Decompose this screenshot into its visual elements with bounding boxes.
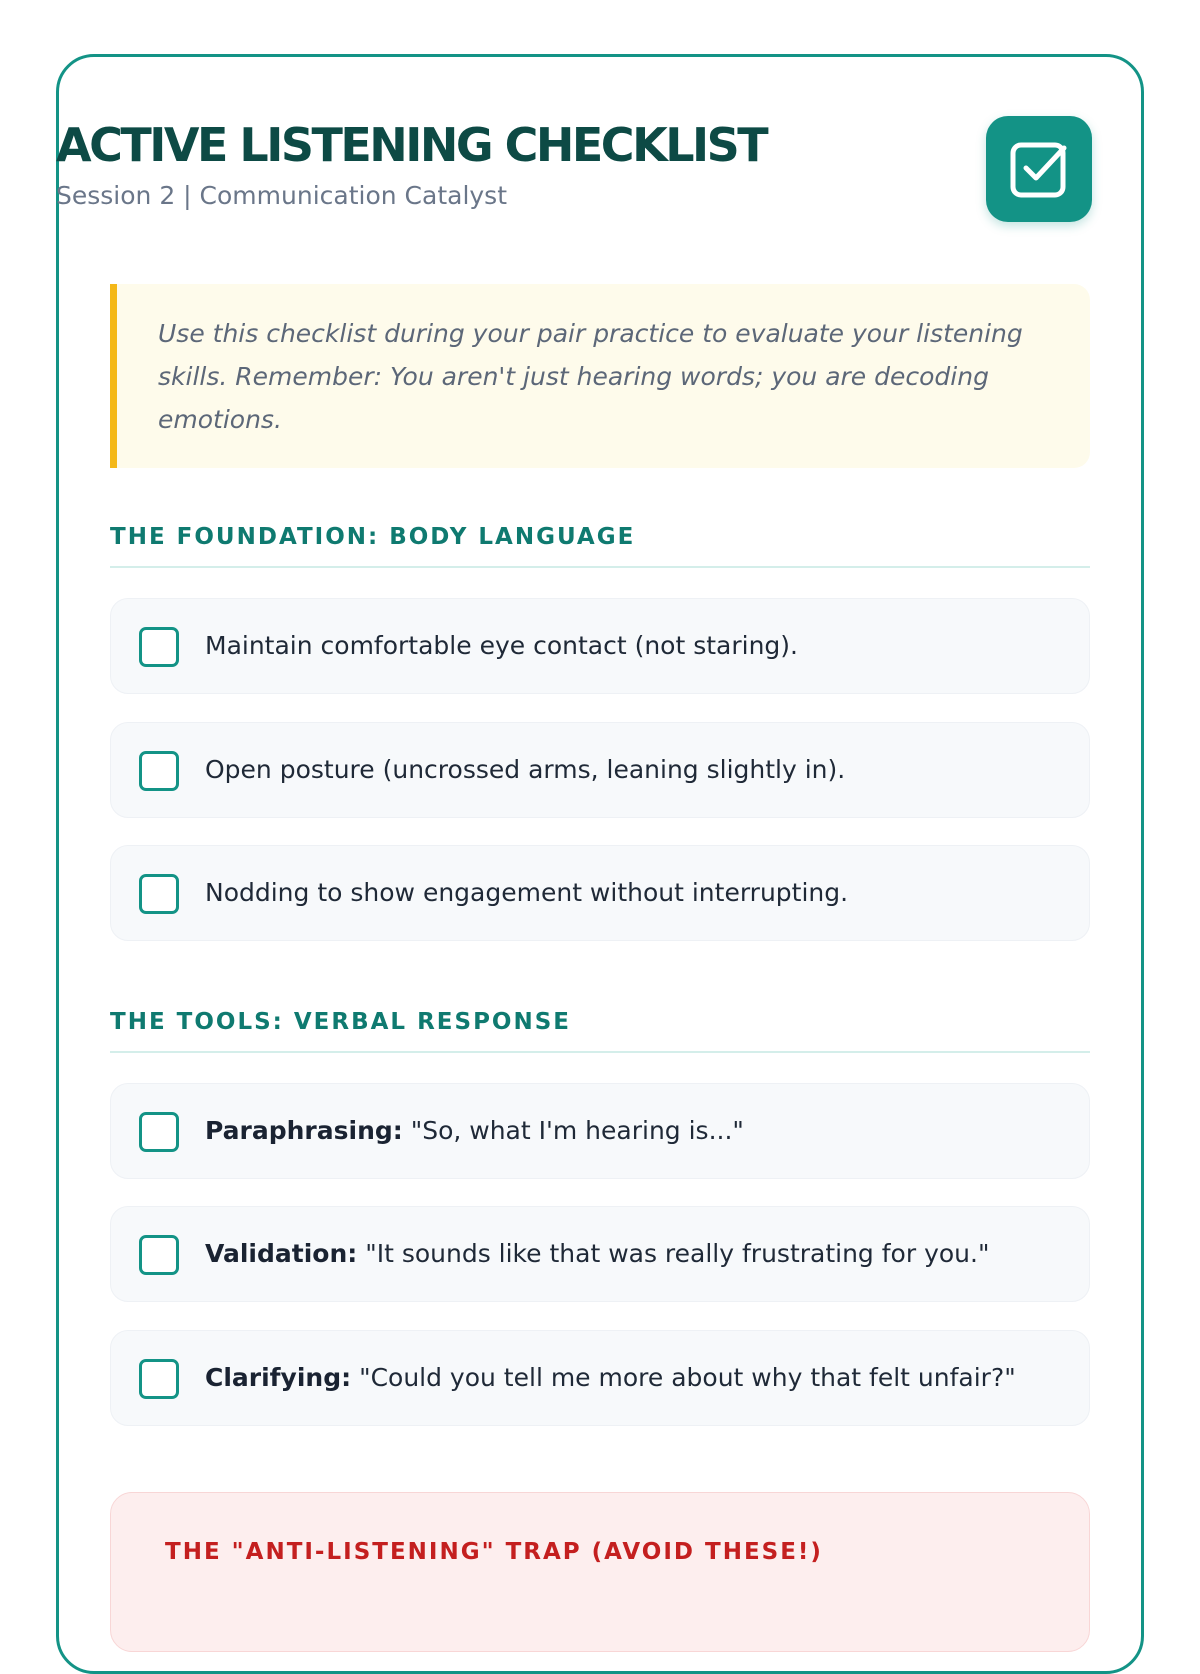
header [56, 60, 1036, 210]
anti-listening-trap-panel [110, 1492, 1090, 1652]
checkbox[interactable] [139, 1359, 179, 1399]
trap-title: THE "ANTI-LISTENING" TRAP (AVOID THESE!) [165, 1539, 823, 1565]
item-text: Maintain comfortable eye contact (not staring). [205, 631, 799, 660]
item-text: Paraphrasing: "So, what I'm hearing is..." [205, 1116, 744, 1145]
checkbox-checked-icon-glyph [1008, 138, 1070, 200]
checkbox-checked-icon [986, 116, 1092, 222]
checkbox[interactable] [139, 1235, 179, 1275]
checklist-item[interactable] [110, 845, 1090, 941]
instruction-text: Use this checklist during your pair practice to evaluate your listening skills. Remember: You aren't just hearing words; you are decoding emotions. [158, 319, 1023, 434]
page-title: ACTIVE LISTENING CHECKLIST [56, 118, 767, 172]
section-title-body-language: THE FOUNDATION: BODY LANGUAGE [110, 522, 1090, 568]
checkbox[interactable] [139, 627, 179, 667]
item-text: Nodding to show engagement without interrupting. [205, 878, 849, 907]
section-title-verbal-response: THE TOOLS: VERBAL RESPONSE [110, 1007, 1090, 1053]
checkbox[interactable] [139, 874, 179, 914]
item-text: Validation: "It sounds like that was really frustrating for you." [205, 1239, 990, 1268]
item-text: Clarifying: "Could you tell me more about why that felt unfair?" [205, 1363, 1016, 1392]
checklist-item[interactable] [110, 598, 1090, 694]
checkbox[interactable] [139, 1112, 179, 1152]
checklist-item[interactable] [110, 1083, 1090, 1179]
checklist-item[interactable] [110, 722, 1090, 818]
item-text: Open posture (uncrossed arms, leaning slightly in). [205, 755, 846, 784]
checkbox[interactable] [139, 751, 179, 791]
page-subtitle: Session 2 | Communication Catalyst [56, 181, 508, 210]
instruction-note [110, 284, 1090, 468]
checklist-item[interactable] [110, 1330, 1090, 1426]
checklist-item[interactable] [110, 1206, 1090, 1302]
